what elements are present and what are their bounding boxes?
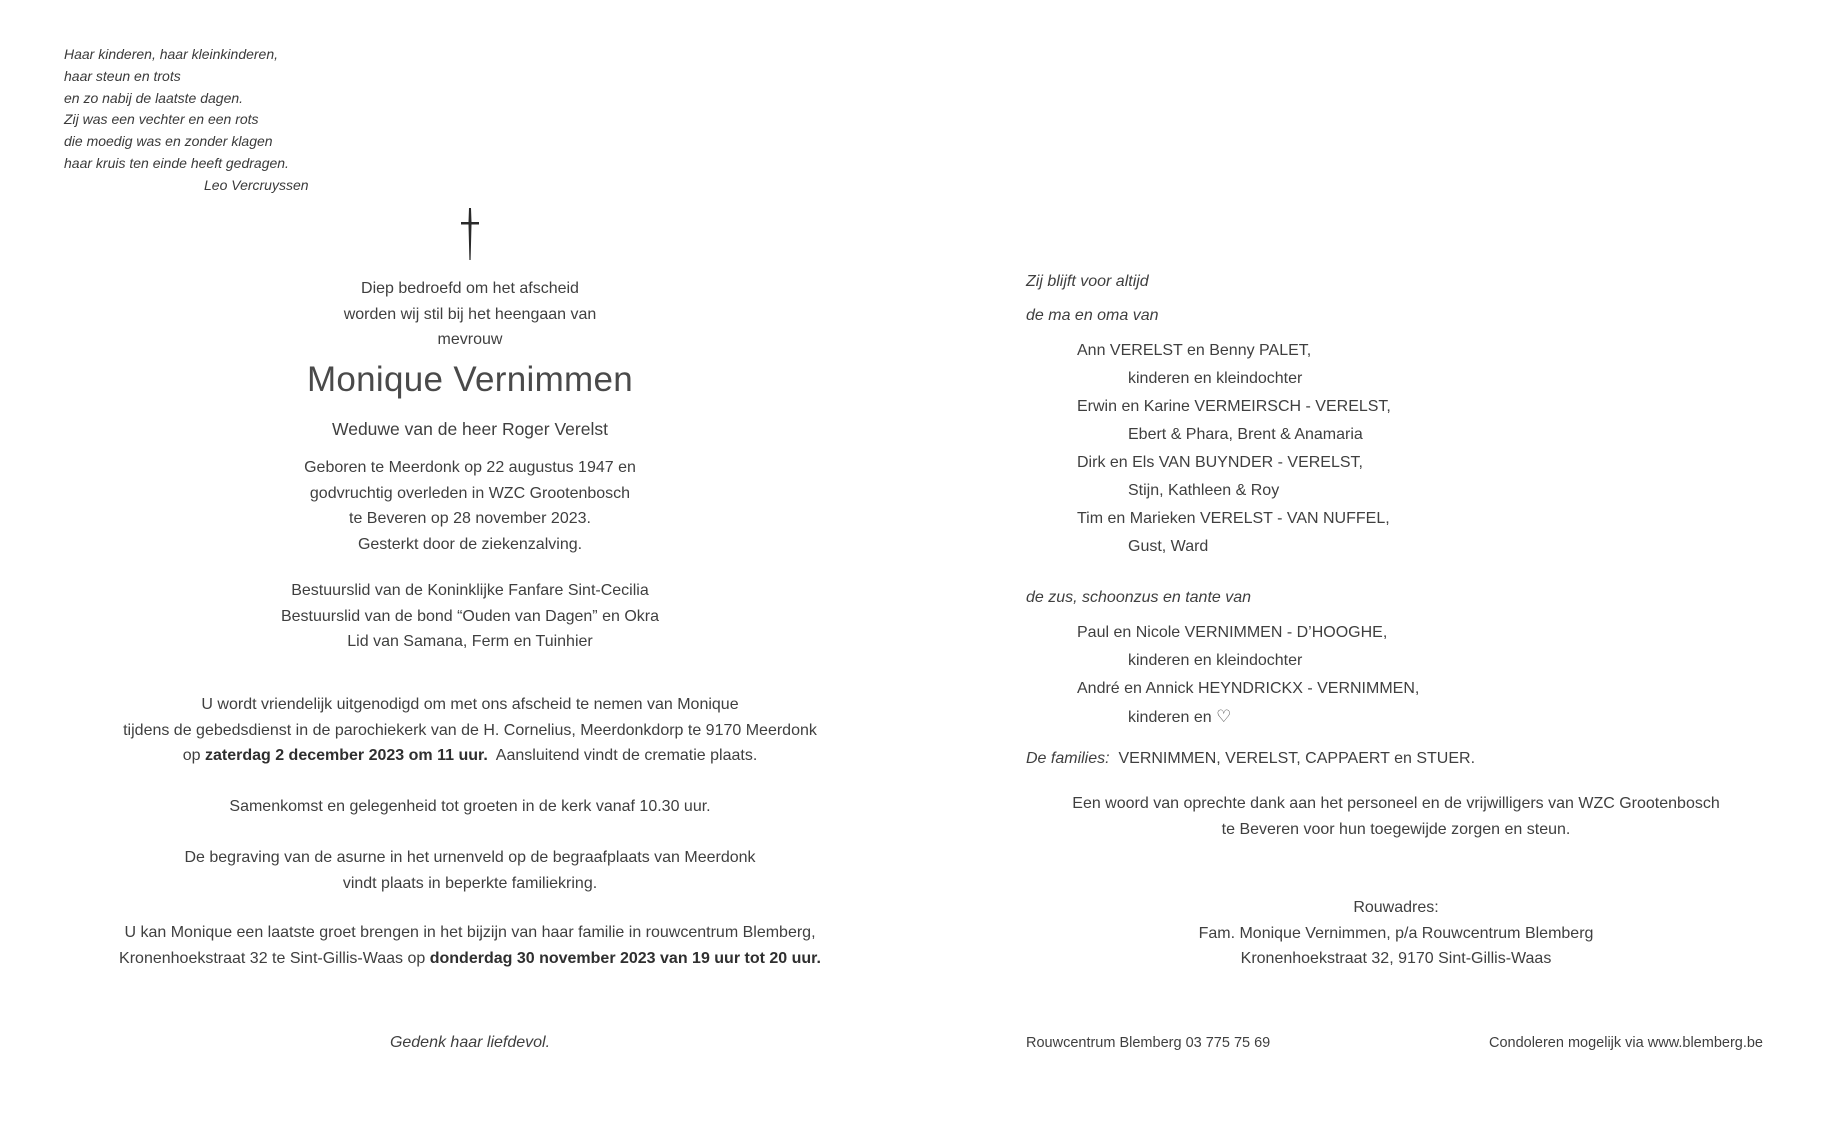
families-label: De families: [1026, 750, 1110, 767]
visit-prefix: Kronenhoekstraat 32 te Sint-Gillis-Waas op [119, 949, 430, 967]
poem-line: Haar kinderen, haar kleinkinderen, [64, 46, 279, 62]
burial-line: De begraving van de asurne in het urnenveld op de begraafplaats van Meerdonk [184, 849, 756, 866]
child-names: Tim en Marieken VERELST - VAN NUFFEL, [1077, 510, 1390, 527]
address-line: Fam. Monique Vernimmen, p/a Rouwcentrum Blemberg [1198, 924, 1594, 942]
service-date: zaterdag 2 december 2023 om 11 uur. [204, 747, 488, 764]
memberships [100, 578, 840, 655]
families-names: VERNIMMEN, VERELST, CAPPAERT en STUER. [1118, 750, 1476, 767]
sibling-descendants: kinderen en kleindochter [1128, 652, 1303, 669]
birth-line: Gesterkt door de ziekenzalving. [357, 535, 583, 553]
sibling-names: Paul en Nicole VERNIMMEN - D’HOOGHE, [1077, 624, 1388, 641]
burial-notice [100, 845, 840, 896]
poem-line: en zo nabij de laatste dagen. [64, 89, 244, 106]
sibling-names: André en Annick HEYNDRICKX - VERNIMMEN, [1077, 680, 1420, 697]
remember-text: Gedenk haar liefdevol. [389, 1034, 551, 1051]
invite-line: tijdens de gebedsdienst in de parochiekerk van de H. Cornelius, Meerdonkdorp te 9170 Meerdonk [123, 721, 817, 739]
cross-icon [440, 206, 500, 262]
sibling-descendants: kinderen en [1128, 709, 1212, 726]
sister-heading: de zus, schoonzus en tante van [1026, 589, 1252, 606]
intro-line: mevrouw [437, 331, 503, 348]
intro-line: Diep bedroefd om het afscheid [361, 280, 579, 297]
funeral-home-contact: Rouwcentrum Blemberg 03 775 75 69 [1026, 1035, 1271, 1051]
poem-author: Leo Vercruyssen [204, 176, 309, 193]
poem-line: Zij was een vechter en een rots [64, 111, 259, 128]
thanks-text [1026, 791, 1766, 843]
intro-line: worden wij stil bij het heengaan van [343, 305, 597, 323]
birth-line: Geboren te Meerdonk op 22 augustus 1947 en [304, 459, 636, 476]
poem-line: haar kruis ten einde heeft gedragen. [64, 154, 289, 171]
poem-line: haar steun en trots [64, 67, 181, 84]
poem-line: die moedig was en zonder klagen [64, 133, 273, 150]
heart-icon: ♡ [1216, 707, 1232, 727]
thanks-line: Een woord van oprechte dank aan het personeel en de vrijwilligers van WZC Grootenbosch [1072, 795, 1720, 812]
child-descendants: Stijn, Kathleen & Roy [1128, 482, 1280, 499]
thanks-line: te Beveren voor hun toegewijde zorgen en steun. [1221, 821, 1571, 838]
visit-date: donderdag 30 november 2023 van 19 uur tot 20 uur. [429, 949, 821, 967]
birth-line: te Beveren op 28 november 2023. [349, 510, 591, 527]
child-descendants: kinderen en kleindochter [1128, 370, 1303, 387]
poem [64, 44, 309, 197]
visit-line: U kan Monique een laatste groet brengen in het bijzijn van haar familie in rouwcentrum Blemberg, [124, 924, 816, 941]
visitation-notice [100, 920, 840, 971]
families-line [1026, 745, 1475, 773]
deceased-name: Monique Vernimmen [306, 360, 634, 399]
mourning-address [1026, 895, 1766, 972]
membership-line: Bestuurslid van de Koninklijke Fanfare Sint-Cecilia [291, 582, 649, 599]
address-line: Rouwadres: [1353, 899, 1439, 916]
birth-line: godvruchtig overleden in WZC Grootenbosch [309, 484, 631, 502]
invite-line [100, 743, 840, 769]
child-descendants: Gust, Ward [1128, 538, 1209, 555]
child-descendants: Ebert & Phara, Brent & Anamaria [1128, 426, 1363, 443]
membership-line: Bestuurslid van de bond “Ouden van Dagen” en Okra [280, 607, 659, 625]
child-names: Erwin en Karine VERMEIRSCH - VERELST, [1077, 398, 1391, 415]
invite-suffix: Aansluitend vindt de crematie plaats. [487, 747, 758, 764]
address-line: Kronenhoekstraat 32, 9170 Sint-Gillis-Waas [1240, 950, 1552, 967]
widow-subtitle: Weduwe van de heer Roger Verelst [332, 419, 608, 439]
gathering-notice: Samenkomst en gelegenheid tot groeten in de kerk vanaf 10.30 uur. [229, 798, 711, 815]
visit-line [100, 946, 840, 972]
burial-line: vindt plaats in beperkte familiekring. [342, 874, 598, 892]
birth-death-details [100, 455, 840, 557]
sibling-descendants-row [1128, 703, 1231, 732]
membership-line: Lid van Samana, Ferm en Tuinhier [347, 633, 593, 650]
invite-prefix: op [182, 747, 205, 764]
child-names: Dirk en Els VAN BUYNDER - VERELST, [1077, 454, 1363, 471]
family-heading: Zij blijft voor altijd [1026, 273, 1149, 290]
child-names: Ann VERELST en Benny PALET, [1077, 342, 1312, 359]
intro-text [100, 276, 840, 353]
invite-line: U wordt vriendelijk uitgenodigd om met ons afscheid te nemen van Monique [201, 696, 739, 713]
service-invitation [100, 692, 840, 769]
condolence-link[interactable]: Condoleren mogelijk via www.blemberg.be [1488, 1035, 1763, 1051]
mother-heading: de ma en oma van [1026, 307, 1159, 324]
